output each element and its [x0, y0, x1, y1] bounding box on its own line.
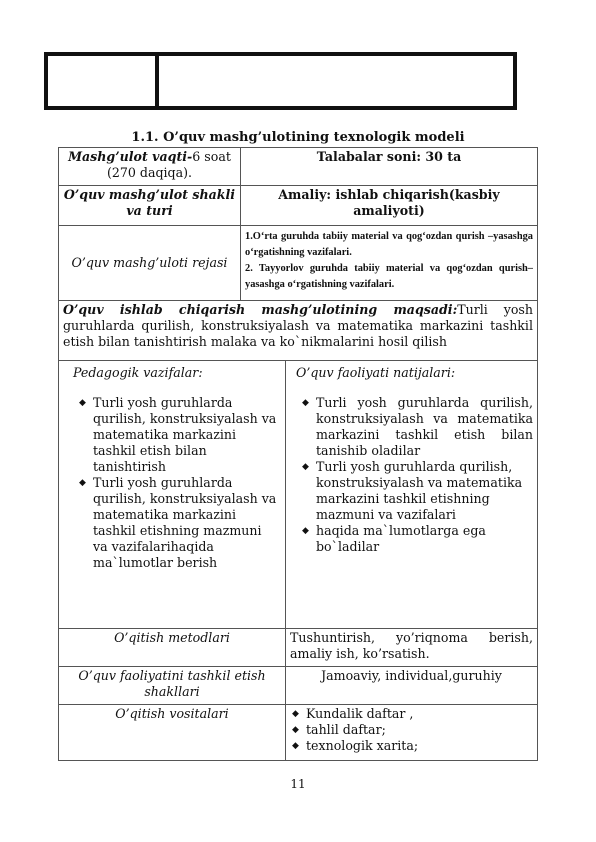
table-row — [59, 629, 538, 667]
forms-label: O’quv faoliyatini tashkil etish shakllari — [59, 667, 286, 705]
diamond-bullet-icon: ◆ — [302, 462, 309, 472]
list-item: ◆ Turli yosh guruhlarda qurilish, konstruksiyalash va matematika markazini tashkil etishning mazmuni va vazifalarihaqida ma`lumotlar berish — [79, 475, 277, 570]
forms-value: Jamoaviy, individual,guruhiy — [286, 667, 538, 705]
list-item: ◆ tahlil daftar; — [292, 722, 386, 737]
header-box-left-cell — [48, 56, 159, 106]
learning-results-cell — [286, 361, 538, 629]
session-time-cell — [59, 148, 241, 186]
lesson-plan-cell — [241, 226, 538, 301]
page-number: 11 — [290, 777, 306, 791]
goal-cell — [59, 301, 538, 361]
lesson-plan-item: 2. Tayyorlov guruhda tabiiy material va qog‘ozdan qurish–yasashga o‘rgatishning vazifalari. — [245, 263, 533, 290]
goal-label: O’quv ishlab chiqarish mashg’ulotining maqsadi: — [63, 302, 458, 317]
pedagogic-tasks-heading: Pedagogik vazifalar: — [73, 365, 203, 380]
table-row — [59, 705, 538, 761]
technology-model-table — [58, 147, 538, 761]
tools-label: O’qitish vositalari — [59, 705, 286, 761]
lesson-form-value: Amaliy: ishlab chiqarish(kasbiy amaliyoti) — [241, 186, 538, 226]
header-box-right-cell — [159, 56, 513, 106]
lesson-plan-item: 1.O‘rta guruhda tabiiy material va qog‘ozdan qurish –yasashga o‘rgatishning vazifalari. — [245, 231, 533, 258]
pedagogic-tasks-cell — [59, 361, 286, 629]
diamond-bullet-icon: ◆ — [292, 725, 299, 735]
diamond-bullet-icon: ◆ — [79, 478, 86, 488]
tools-cell — [286, 705, 538, 761]
list-item: ◆ Turli yosh guruhlarda qurilish, konstruksiyalash va matematika markazini tashkil etishning mazmuni va vazifalari — [302, 459, 523, 522]
table-row — [59, 226, 538, 301]
diamond-bullet-icon: ◆ — [302, 526, 309, 536]
diamond-bullet-icon: ◆ — [79, 398, 86, 408]
list-item: ◆ Turli yosh guruhlarda qurilish, konstruksiyalash va matematika markazini tashkil etish bilan tanishtirish — [79, 395, 277, 474]
list-item: ◆ Turli yosh guruhlarda qurilish, konstruksiyalash va matematika markazini tashkil etish bilan tanishib oladilar — [302, 395, 533, 458]
table-row — [59, 301, 538, 361]
pedagogic-tasks-list — [73, 395, 279, 571]
goal-text: Turli yosh guruhlarda qurilish, konstruksiyalash va matematika markazini tashkil etish bilan tanishtirish malaka va ko`nikmalarini hosil qilish — [63, 302, 533, 349]
list-item: ◆ texnologik xarita; — [292, 738, 419, 753]
page-title: 1.1. O’quv mashg’ulotining texnologik modeli — [131, 130, 465, 145]
learning-results-heading: O’quv faoliyati natijalari: — [296, 365, 456, 380]
session-time-value: 6 soat (270 daqiqa). — [106, 149, 231, 180]
table-row — [59, 148, 538, 186]
session-time-label: Mashg’ulot vaqti- — [68, 149, 193, 164]
lesson-plan-label: O’quv mashg’uloti rejasi — [59, 226, 241, 301]
diamond-bullet-icon: ◆ — [292, 741, 299, 751]
header-box — [44, 52, 517, 110]
table-row — [59, 361, 538, 629]
diamond-bullet-icon: ◆ — [292, 709, 299, 719]
learning-results-list — [296, 395, 533, 555]
diamond-bullet-icon: ◆ — [302, 398, 309, 408]
list-item: ◆ Kundalik daftar , — [292, 706, 414, 721]
lesson-form-label: O’quv mashg’ulot shakli va turi — [59, 186, 241, 226]
table-row — [59, 186, 538, 226]
methods-label: O’qitish metodlari — [59, 629, 286, 667]
list-item: ◆ haqida ma`lumotlarga ega bo`ladilar — [302, 523, 486, 554]
table-row — [59, 667, 538, 705]
students-count: Talabalar soni: 30 ta — [241, 148, 538, 186]
methods-value: Tushuntirish, yo’riqnoma berish, amaliy ish, ko’rsatish. — [286, 629, 538, 667]
